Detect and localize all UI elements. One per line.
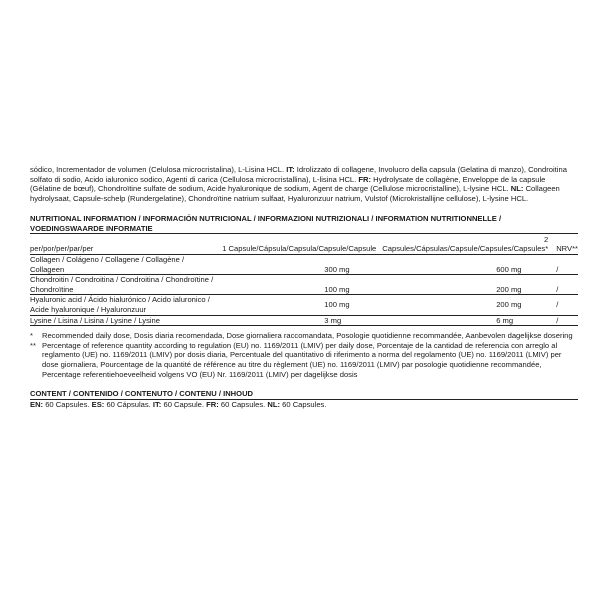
nutrition-title-line2: VOEDINGSWAARDE INFORMATIE	[30, 223, 153, 233]
table-row	[30, 275, 578, 295]
ingredients-nl-label: NL:	[510, 184, 524, 194]
footnote-mark: **	[30, 340, 36, 350]
content-title: CONTENT / CONTENIDO / CONTENUTO / CONTENU / INHOUD	[30, 389, 254, 399]
row-name-line2: Acide hyaluronique / Hyaluronzuur	[30, 304, 147, 314]
footnote	[30, 341, 578, 379]
ingredients-paragraph	[30, 165, 578, 203]
header-dose2: 2 Capsules/Cápsulas/Capsule/Capsules/Capsules*	[382, 235, 552, 255]
row-nrv: /	[552, 275, 578, 295]
content-line	[30, 400, 578, 410]
row-dose2: 200 mg	[496, 300, 522, 310]
row-dose1: 100 mg	[324, 300, 350, 310]
row-name: Collagen / Colágeno / Collagene / Collagène / Collageen	[30, 254, 217, 274]
ingredients-fr-text: Hydrolysate de collagène, Enveloppe de la capsule (Gélatine de bœuf), Chondroïtine sulfate de sodium, Acide hyaluronique de sodium, Agent de charge (Cellulose microcristalline), L-lysine HCL.	[30, 174, 546, 194]
header-dose1: 1 Capsule/Cápsula/Capsula/Capsule/Capsule	[217, 235, 383, 255]
row-dose1: 100 mg	[324, 284, 350, 294]
row-name: Lysine / Lisina / Lisina / Lysine / Lysine	[30, 315, 217, 326]
ingredients-es-tail: sódico, Incrementador de volumen (Celulosa microcristalina), L-Lisina HCL.	[30, 165, 285, 174]
nutrition-title	[30, 214, 578, 232]
row-dose2: 6 mg	[496, 315, 514, 325]
row-dose1: 3 mg	[324, 315, 342, 325]
row-dose2: 600 mg	[496, 264, 522, 274]
footnote-text: Recommended daily dose, Dosis diaria recomendada, Dose giornaliera raccomandata, Posologie quotidienne recommandée, Aanbevolen dagelijkse dosering	[42, 331, 573, 341]
content-fr-label: FR:	[206, 399, 219, 409]
ingredients-it-label: IT:	[286, 165, 295, 174]
content-fr-text: 60 Capsules.	[220, 399, 266, 409]
footnote-text: Percentage of reference quantity according to regulation (EU) no. 1169/2011 (LMIV) per daily dose, Porcentaje de la cantidad de referencia con arreglo al reglamento (UE) no. 1169/2011 (LMIV) por dosis diaria, Percentuale del quantitativo di riferimento a norma del regolamento (UE) no. 1169/2011 (LMIV) per dose giornaliera, Pourcentage de la quantité de référence au titre du règlement (UE) no. 1169/2011 (LMIV) par posologie quotidienne recommandée, Percentage referentiehoeveelheid volgens VO (EU) Nr. 1169/2011 (LMIV) per dagelijkse dosis	[42, 340, 562, 379]
row-name-line1: Hyaluronic acid / Ácido hialurónico / Acido ialuronico /	[30, 295, 210, 305]
content-it-label: IT:	[152, 399, 162, 409]
row-name: Chondroitin / Condroitina / Condroitina / Chondroïtine / Chondroïtine	[30, 275, 217, 295]
footnotes	[30, 331, 578, 379]
nutrition-table-header	[30, 235, 578, 255]
row-nrv: /	[552, 295, 578, 315]
content-en-text: 60 Capsules.	[45, 399, 90, 409]
row-name	[30, 295, 217, 315]
footnote	[30, 331, 578, 341]
content-en-label: EN:	[30, 399, 44, 409]
label-document	[30, 165, 578, 409]
footnote-mark: *	[30, 331, 33, 341]
content-it-text: 60 Capsule.	[163, 399, 204, 409]
ingredients-fr-label: FR:	[358, 174, 372, 184]
content-nl-text: 60 Capsules.	[282, 399, 327, 409]
content-es-text: 60 Cápsulas.	[106, 399, 151, 409]
content-es-label: ES:	[91, 399, 105, 409]
ingredients-it-text: Idrolizzato di collagene, Involucro della capsula (Gelatina di manzo), Condroitina solfato di sodio, Acido ialuronico sodico, Agenti di carica (Cellulosa microcristallina), L-lisina HCL.	[30, 165, 567, 184]
nutrition-divider	[30, 233, 578, 234]
row-dose1: 300 mg	[324, 264, 350, 274]
row-nrv: /	[552, 315, 578, 326]
header-per: per/por/per/par/per	[30, 235, 217, 255]
nutrition-table	[30, 235, 578, 326]
row-nrv: /	[552, 254, 578, 274]
ingredients-nl-text: Collageen hydrolysaat, Capsule-schelp (Rundergelatine), Chondroïtine natrium sulfaat, Hyaluronzuur natrium, Vulstof (Microkristallijne cellulose), L-lysine HCL.	[30, 184, 560, 203]
row-dose2: 200 mg	[496, 284, 522, 294]
content-nl-label: NL:	[267, 399, 281, 409]
table-row	[30, 254, 578, 274]
nutrition-title-line1: NUTRITIONAL INFORMATION / INFORMACIÓN NUTRICIONAL / INFORMAZIONI NUTRIZIONALI / INFORMATION NUTRITIONNELLE /	[30, 214, 502, 224]
table-row	[30, 315, 578, 326]
table-row	[30, 295, 578, 315]
header-nrv: NRV**	[552, 235, 578, 255]
